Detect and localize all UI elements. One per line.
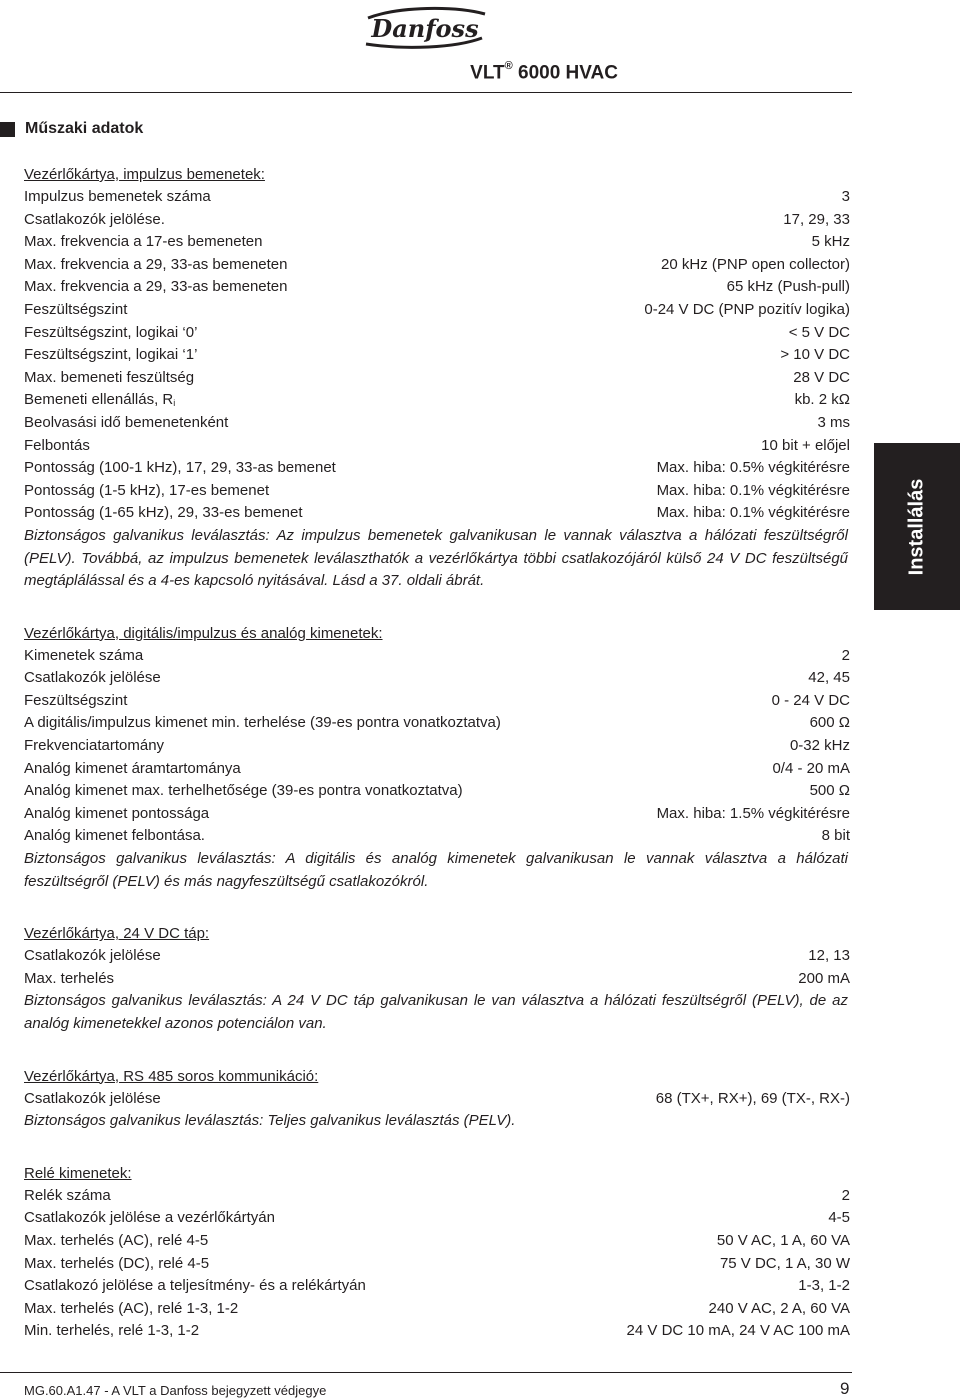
- spec-label: Csatlakozó jelölése a teljesítmény- és a relékártyán: [24, 1277, 366, 1295]
- spec-label: A digitális/impulzus kimenet min. terhelése (39-es pontra vonatkoztatva): [24, 714, 501, 732]
- spec-label: Frekvenciatartomány: [24, 737, 165, 755]
- spec-row: [24, 1275, 850, 1298]
- danfoss-logo: [360, 4, 490, 50]
- spec-label: Max. bemeneti feszültség: [24, 368, 195, 386]
- model-title: VLT® 6000 HVAC: [470, 60, 618, 84]
- spec-row: [24, 690, 850, 713]
- spec-row: [24, 186, 850, 209]
- group-heading: Vezérlőkártya, digitális/impulzus és analóg kimenetek:: [24, 624, 383, 642]
- square-bullet-icon: [0, 122, 15, 137]
- spec-label: Min. terhelés, relé 1-3, 1-2: [24, 1322, 200, 1340]
- spec-row: [24, 389, 850, 412]
- spec-row: [24, 322, 850, 345]
- spec-label: Analóg kimenet pontossága: [24, 804, 210, 822]
- spec-row: [24, 1320, 850, 1343]
- spec-row: [24, 1088, 850, 1111]
- spec-row: [24, 435, 850, 458]
- spec-row: [24, 254, 850, 277]
- spec-label: Feszültségszint, logikai ‘1’: [24, 346, 198, 364]
- spec-row: [24, 780, 850, 803]
- isolation-note: Biztonságos galvanikus leválasztás: A digitális és analóg kimenetek galvanikusan le vannak választva a hálózati feszültségről (PELV) és más nagyfeszültségű csatlakozókról.: [24, 850, 848, 890]
- spec-group: [24, 1066, 850, 1133]
- spec-group: [24, 923, 850, 1035]
- group-heading: Vezérlőkártya, 24 V DC táp:: [24, 925, 210, 943]
- spec-row: [24, 645, 850, 668]
- spec-label: Feszültségszint: [24, 691, 128, 709]
- spec-value: 0/4 - 20 mA: [772, 759, 850, 777]
- spec-value: 0-32 kHz: [789, 737, 850, 755]
- spec-label: Csatlakozók jelölése: [24, 947, 161, 965]
- spec-label: Max. terhelés (AC), relé 1-3, 1-2: [24, 1299, 239, 1317]
- spec-value: 5 kHz: [811, 233, 850, 251]
- spec-value: 12, 13: [808, 947, 850, 965]
- spec-row: [24, 231, 850, 254]
- spec-row: [24, 1207, 850, 1230]
- spec-value: 0 - 24 V DC: [771, 691, 850, 709]
- header-divider: [0, 92, 852, 93]
- spec-value: 10 bit + előjel: [761, 436, 850, 454]
- spec-label: Pontosság (1-5 kHz), 17-es bemenet: [24, 481, 270, 499]
- page-header: [0, 0, 960, 100]
- spec-label: Bemeneti ellenállás, $R_i$: [24, 391, 176, 409]
- spec-row: [24, 803, 850, 826]
- spec-label: Analóg kimenet áramtartománya: [24, 759, 241, 777]
- spec-value: kb. 2 kΩ: [794, 391, 850, 409]
- isolation-note: Biztonságos galvanikus leválasztás: A 24 V DC táp galvanikusan le van választva a hálózati feszültségről (PELV), de az analóg kimenetekkel azonos potenciálon van.: [24, 992, 848, 1032]
- spec-row: [24, 968, 850, 991]
- spec-row: [24, 276, 850, 299]
- spec-label: Csatlakozók jelölése.: [24, 210, 165, 228]
- spec-value: 3: [841, 188, 850, 205]
- spec-label: Max. frekvencia a 17-es bemeneten: [24, 233, 263, 251]
- spec-row: [24, 825, 850, 848]
- spec-group: [24, 623, 850, 894]
- spec-value: 75 V DC, 1 A, 30 W: [719, 1254, 850, 1272]
- spec-row: [24, 1253, 850, 1276]
- spec-value: 600 Ω: [809, 714, 850, 732]
- spec-group: [24, 1163, 850, 1343]
- spec-label: Csatlakozók jelölése a vezérlőkártyán: [24, 1209, 275, 1227]
- spec-value: 3 ms: [817, 413, 850, 431]
- spec-label: Pontosság (1-65 kHz), 29, 33-es bemenet: [24, 504, 303, 522]
- spec-label: Pontosság (100-1 kHz), 17, 29, 33-as bemenet: [24, 459, 336, 477]
- spec-value: 20 kHz (PNP open collector): [661, 255, 850, 273]
- spec-value: 24 V DC 10 mA, 24 V AC 100 mA: [626, 1322, 850, 1340]
- spec-value: Max. hiba: 0.5% végkitérésre: [656, 459, 850, 477]
- spec-value: Max. hiba: 0.1% végkitérésre: [656, 504, 850, 522]
- spec-row: [24, 667, 850, 690]
- footer-trademark: MG.60.A1.47 - A VLT a Danfoss bejegyzett védjegye: [24, 1383, 327, 1398]
- spec-row: [24, 502, 850, 525]
- isolation-note: Biztonságos galvanikus leválasztás: Az impulzus bemenetek galvanikusan le vannak választva a hálózati feszültségről (PELV). Továbbá, az impulzus bemenetek leválaszthatók a vezérlőkártya többi csatlakozójáról külső 24 V DC feszültségű megtáplálással és a 4-es kapcsoló nyitásával. Lásd a 37. oldali ábrát.: [24, 526, 848, 590]
- spec-label: Feszültségszint, logikai ‘0’: [24, 323, 198, 341]
- spec-label: Max. terhelés: [24, 969, 115, 987]
- spec-label: Beolvasási idő bemenetenként: [24, 413, 229, 431]
- spec-row: [24, 1185, 850, 1208]
- spec-value: Max. hiba: 0.1% végkitérésre: [656, 481, 850, 499]
- spec-row: [24, 209, 850, 232]
- spec-label: Max. frekvencia a 29, 33-as bemeneten: [24, 278, 288, 296]
- spec-row: [24, 367, 850, 390]
- spec-value: 4-5: [828, 1209, 850, 1227]
- spec-row: [24, 758, 850, 781]
- spec-label: Analóg kimenet felbontása.: [24, 827, 205, 845]
- group-heading: Vezérlőkártya, impulzus bemenetek:: [24, 166, 265, 183]
- brand-wordmark: Danfoss: [371, 14, 479, 43]
- spec-row: [24, 945, 850, 968]
- spec-value: 200 mA: [798, 969, 850, 987]
- spec-group: [24, 164, 850, 593]
- spec-label: Kimenetek száma: [24, 646, 144, 664]
- spec-value: 240 V AC, 2 A, 60 VA: [708, 1299, 850, 1317]
- spec-row: [24, 1230, 850, 1253]
- spec-label: Csatlakozók jelölése: [24, 1089, 161, 1107]
- isolation-note: Biztonságos galvanikus leválasztás: Teljes galvanikus leválasztás (PELV).: [24, 1112, 516, 1130]
- spec-value: 28 V DC: [793, 368, 850, 386]
- spec-row: [24, 299, 850, 322]
- footer-divider: [0, 1372, 852, 1373]
- spec-row: [24, 712, 850, 735]
- spec-row: [24, 1298, 850, 1321]
- spec-value: 0-24 V DC (PNP pozitív logika): [644, 300, 850, 318]
- spec-value: 500 Ω: [809, 782, 850, 800]
- spec-value: 17, 29, 33: [783, 210, 850, 228]
- spec-value: 50 V AC, 1 A, 60 VA: [716, 1231, 850, 1249]
- page-number: 9: [840, 1379, 850, 1398]
- section-title: Műszaki adatok: [0, 120, 143, 138]
- spec-row: [24, 735, 850, 758]
- spec-value: Max. hiba: 1.5% végkitérésre: [656, 804, 850, 822]
- spec-row: [24, 457, 850, 480]
- spec-row: [24, 412, 850, 435]
- spec-value: 2: [841, 646, 850, 664]
- spec-value: > 10 V DC: [780, 346, 850, 364]
- spec-row: [24, 480, 850, 503]
- spec-value: < 5 V DC: [788, 323, 850, 341]
- spec-label: Impulzus bemenetek száma: [24, 188, 211, 205]
- spec-label: Max. frekvencia a 29, 33-as bemeneten: [24, 255, 288, 273]
- spec-value: 8 bit: [821, 827, 850, 845]
- spec-label: Csatlakozók jelölése: [24, 669, 161, 687]
- spec-label: Feszültségszint: [24, 300, 128, 318]
- side-tab-installation: Installálás: [874, 443, 960, 610]
- group-heading: Vezérlőkártya, RS 485 soros kommunikáció:: [24, 1067, 319, 1085]
- spec-label: Relék száma: [24, 1186, 111, 1204]
- spec-value: 68 (TX+, RX+), 69 (TX-, RX-): [655, 1089, 850, 1107]
- spec-value: 2: [841, 1186, 850, 1204]
- spec-label: Max. terhelés (AC), relé 4-5: [24, 1231, 209, 1249]
- spec-value: 1-3, 1-2: [798, 1277, 850, 1295]
- spec-value: 42, 45: [808, 669, 850, 687]
- spec-value: 65 kHz (Push-pull): [726, 278, 850, 296]
- spec-row: [24, 344, 850, 367]
- spec-label: Max. terhelés (DC), relé 4-5: [24, 1254, 210, 1272]
- spec-content: [24, 164, 850, 1343]
- spec-label: Felbontás: [24, 436, 90, 454]
- spec-label: Analóg kimenet max. terhelhetősége (39-es pontra vonatkoztatva): [24, 782, 463, 800]
- group-heading: Relé kimenetek:: [24, 1164, 132, 1182]
